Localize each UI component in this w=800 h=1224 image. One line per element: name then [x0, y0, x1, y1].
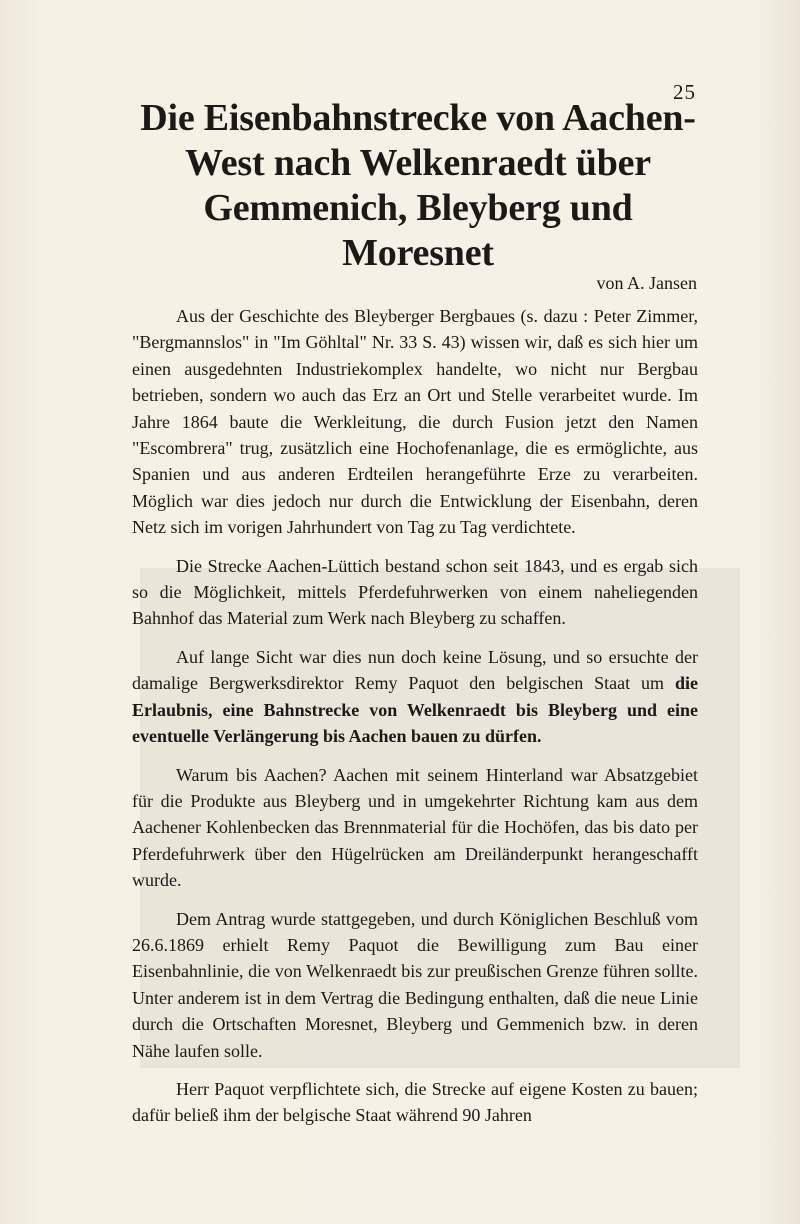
page-number: 25	[673, 80, 696, 104]
paragraph: Die Strecke Aachen-Lüttich bestand schon seit 1843, und es ergab sich so die Möglichkeit, mittels Pferdefuhrwerken von einem naheliegenden Bahnhof das Material zum Werk nach Bleyberg zu schaffen.	[132, 555, 698, 629]
paragraph: Warum bis Aachen? Aachen mit seinem Hinterland war Absatzgebiet für die Produkte aus Bleyberg und in umgekehrter Richtung kam aus dem Aachener Kohlenbecken das Brennmaterial für die Hochöfen, das bis dato per Pferdefuhrwerk über den Hügelrücken am Dreiländerpunkt herangeschafft wurde.	[132, 764, 698, 891]
author-byline: von A. Jansen	[596, 273, 697, 293]
paragraph	[132, 644, 698, 750]
paragraph: Dem Antrag wurde stattgegeben, und durch Königlichen Beschluß vom 26.6.1869 erhielt Remy Paquot die Bewilligung zum Bau einer Eisenbahnlinie, die von Welkenraedt bis zur preußischen Grenze führen sollte. Unter anderem ist in dem Vertrag die Bedingung enthalten, daß die neue Linie durch die Ortschaften Moresnet, Bleyberg und Gemmenich bzw. in deren Nähe laufen solle.	[132, 908, 698, 1061]
article-title: Die Eisenbahnstrecke von Aachen-West nach Welkenraedt über Gemmenich, Bleyberg und Moresnet	[140, 97, 696, 274]
paragraph: Herr Paquot verpflichtete sich, die Strecke auf eigene Kosten zu bauen; dafür beließ ihm der belgische Staat während 90 Jahren	[132, 1078, 698, 1126]
article-body	[132, 303, 698, 1141]
paragraph-bold-text: die Erlaubnis, eine Bahnstrecke von Welkenraedt bis Bleyberg und eine eventuelle Verlängerung bis Aachen bauen zu dürfen.	[132, 673, 698, 747]
paragraph-text: Auf lange Sicht war dies nun doch keine Lösung, und so ersuchte der damalige Bergwerksdirektor Remy Paquot den belgischen Staat um	[132, 646, 698, 694]
paragraph: Aus der Geschichte des Bleyberger Bergbaues (s. dazu : Peter Zimmer, "Bergmannslos" in "Im Göhltal" Nr. 33 S. 43) wissen wir, daß es sich hier um einen ausgedehnten Industriekomplex handelte, wo nicht nur Bergbau betrieben, sondern wo auch das Erz an Ort und Stelle verarbeitet wurde. Im Jahre 1864 baute die Werkleitung, die durch Fusion jetzt den Namen "Escombrera" trug, zusätzlich eine Hochofenanlage, die es ermöglichte, aus Spanien und aus anderen Erdteilen herangeführte Erze zu verarbeiten. Möglich war dies jedoch nur durch die Entwicklung der Eisenbahn, deren Netz sich im vorigen Jahrhundert von Tag zu Tag verdichtete.	[132, 306, 698, 538]
